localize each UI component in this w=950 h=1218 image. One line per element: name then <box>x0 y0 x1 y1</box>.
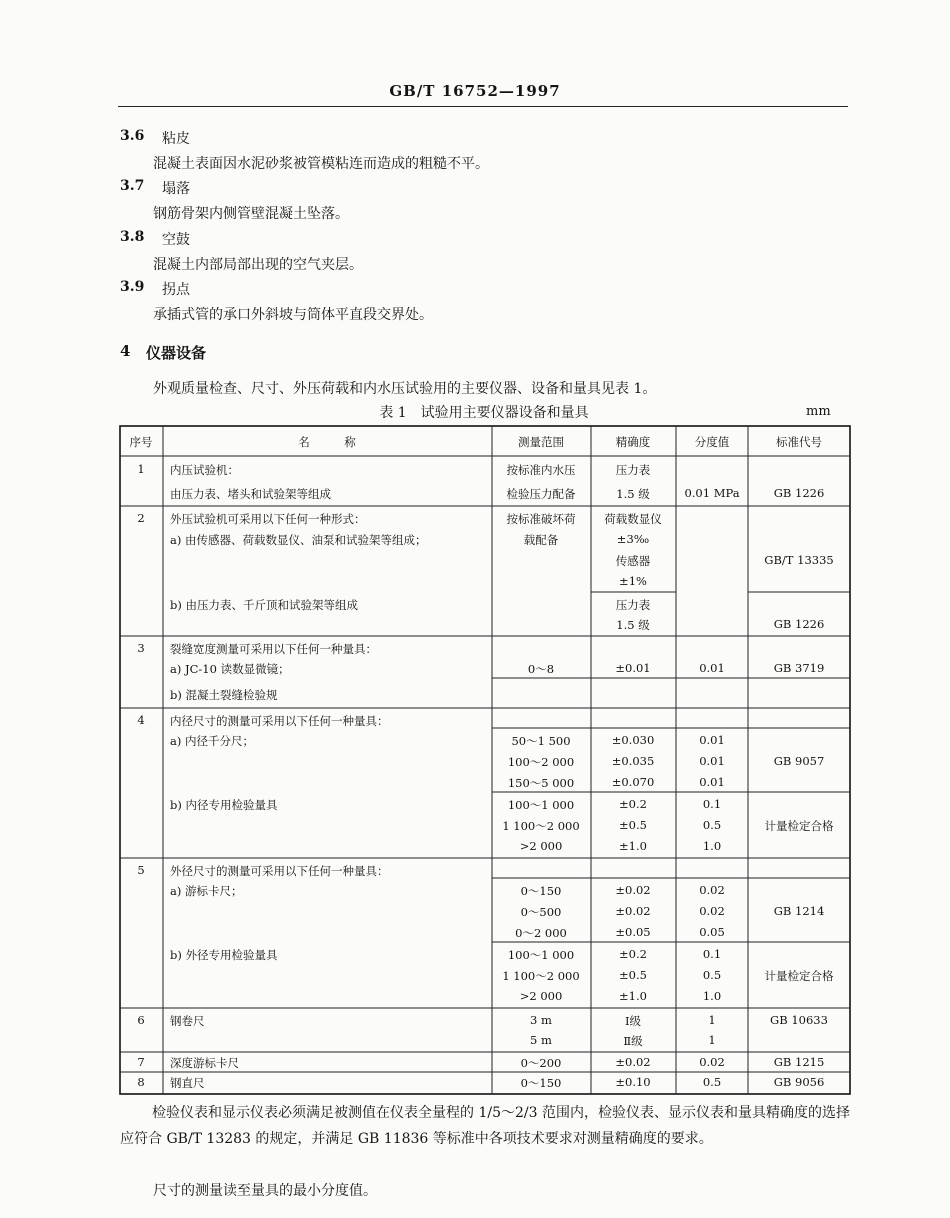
table-header: 精确度 <box>615 435 651 449</box>
precision-cell: 荷载数显仪 <box>604 512 662 526</box>
standard-code-cell: GB 9057 <box>773 754 825 768</box>
precision-cell: ±0.2 <box>619 797 647 811</box>
item-name: b) 外径专用检验量具 <box>170 948 278 962</box>
standard-header: GB/T 16752—1997 <box>389 82 561 100</box>
row-number: 5 <box>137 863 145 877</box>
division-cell: 0.1 <box>702 947 722 961</box>
table-header: 名 称 <box>298 435 356 449</box>
item-name: 钢直尺 <box>170 1076 205 1090</box>
item-name: 内压试验机： <box>170 463 239 477</box>
table-header: 分度值 <box>694 435 730 449</box>
range-cell: 0～200 <box>520 1056 562 1070</box>
standard-code-cell: GB 1226 <box>773 617 825 631</box>
precision-cell: ±0.02 <box>615 904 651 918</box>
range-cell: 50～1 500 <box>511 734 571 748</box>
standard-code-cell: GB 10633 <box>770 1013 828 1027</box>
footer-paragraph: 尺寸的测量读至量具的最小分度值。 <box>153 1183 377 1199</box>
precision-cell: 压力表 <box>615 598 651 612</box>
division-cell: 0.01 <box>699 661 725 675</box>
definition-text: 承插式管的承口外斜坡与筒体平直段交界处。 <box>153 307 433 323</box>
definition-term: 粘皮 <box>162 131 190 147</box>
row-number: 1 <box>137 462 145 476</box>
precision-cell: ±0.030 <box>611 733 655 747</box>
item-name: 内径尺寸的测量可采用以下任何一种量具： <box>170 714 389 728</box>
precision-cell: ±0.2 <box>619 947 647 961</box>
division-cell: 0.05 <box>699 925 725 939</box>
division-cell: 0.5 <box>702 1075 722 1089</box>
division-cell: 0.1 <box>702 797 722 811</box>
precision-cell: ±1% <box>619 574 647 588</box>
definition-term: 拐点 <box>162 282 190 298</box>
precision-cell: Ⅱ级 <box>623 1034 643 1048</box>
item-name: b) 内径专用检验量具 <box>170 798 278 812</box>
precision-cell: ±0.070 <box>611 775 655 789</box>
standard-code-cell: 计量检定合格 <box>764 969 834 983</box>
row-number: 3 <box>137 641 145 655</box>
item-name: 由压力表、堵头和试验架等组成 <box>170 487 331 501</box>
intro-paragraph: 外观质量检查、尺寸、外压荷载和内水压试验用的主要仪器、设备和量具见表 1。 <box>153 381 657 397</box>
item-name: b) 混凝土裂缝检验规 <box>170 688 278 702</box>
range-cell: 0～150 <box>520 884 562 898</box>
table-header: 标准代号 <box>776 435 822 449</box>
precision-cell: 压力表 <box>615 463 651 477</box>
table-header: 测量范围 <box>518 435 564 449</box>
division-cell: 0.02 <box>699 1055 725 1069</box>
standard-code-cell: GB 3719 <box>773 661 825 675</box>
standard-code-cell: GB/T 13335 <box>764 553 834 567</box>
range-cell: >2 000 <box>519 989 563 1003</box>
table-unit: mm <box>806 404 831 419</box>
range-cell: 0～2 000 <box>515 926 567 940</box>
definition-term: 塌落 <box>162 181 190 197</box>
table-header: 序号 <box>129 435 153 449</box>
range-cell: 0～500 <box>520 905 562 919</box>
item-name: a) 内径千分尺； <box>170 734 254 748</box>
division-cell: 0.01 <box>699 733 725 747</box>
item-name: 深度游标卡尺 <box>170 1056 239 1070</box>
range-cell: 检验压力配备 <box>506 487 576 501</box>
division-cell: 1.0 <box>702 989 722 1003</box>
division-cell: 0.5 <box>702 968 722 982</box>
item-name: b) 由压力表、千斤顶和试验架等组成 <box>170 598 359 612</box>
row-number: 6 <box>137 1013 145 1027</box>
precision-cell: ±0.10 <box>615 1075 651 1089</box>
row-number: 4 <box>137 713 145 727</box>
standard-code-cell: GB 1214 <box>773 904 825 918</box>
standard-code-cell: GB 9056 <box>773 1075 825 1089</box>
range-cell: 0～8 <box>527 662 555 676</box>
definition-number: 3.8 <box>120 229 145 245</box>
precision-cell: ±1.0 <box>619 839 647 853</box>
precision-cell: ±0.02 <box>615 1055 651 1069</box>
item-name: a) 游标卡尺； <box>170 884 243 898</box>
definition-number: 3.7 <box>120 178 145 194</box>
division-cell: 1.0 <box>702 839 722 853</box>
item-name: 钢卷尺 <box>170 1014 205 1028</box>
division-cell: 0.5 <box>702 818 722 832</box>
definition-term: 空鼓 <box>162 232 190 248</box>
division-cell: 1 <box>708 1013 716 1027</box>
precision-cell: ±1.0 <box>619 989 647 1003</box>
definition-number: 3.6 <box>120 128 145 144</box>
division-cell: 0.01 <box>699 775 725 789</box>
row-number: 7 <box>137 1055 145 1069</box>
item-name: a) JC-10 读数显微镜； <box>170 662 290 676</box>
division-cell: 0.01 <box>699 754 725 768</box>
definition-text: 混凝土表面因水泥砂浆被管模粘连而造成的粗糙不平。 <box>153 156 489 172</box>
range-cell: 1 100～2 000 <box>502 819 580 833</box>
definition-number: 3.9 <box>120 279 145 295</box>
range-cell: 1 100～2 000 <box>502 969 580 983</box>
division-cell: 1 <box>708 1033 716 1047</box>
definition-text: 钢筋骨架内侧管壁混凝土坠落。 <box>153 206 349 222</box>
division-cell: 0.02 <box>699 904 725 918</box>
precision-cell: Ⅰ级 <box>624 1014 642 1028</box>
precision-cell: ±0.5 <box>619 818 647 832</box>
precision-cell: ±0.5 <box>619 968 647 982</box>
range-cell: 按标准内水压 <box>506 463 576 477</box>
definition-text: 混凝土内部局部出现的空气夹层。 <box>153 257 363 273</box>
range-cell: 按标准破坏荷 <box>506 512 576 526</box>
item-name: a) 由传感器、荷载数显仪、油泵和试验架等组成； <box>170 533 427 547</box>
range-cell: 150～5 000 <box>507 776 575 790</box>
standard-code-cell: GB 1226 <box>773 486 825 500</box>
item-name: 外压试验机可采用以下任何一种形式： <box>170 512 366 526</box>
section-title: 仪器设备 <box>146 344 207 362</box>
table-caption: 表 1 试验用主要仪器设备和量具 <box>379 405 589 421</box>
row-number: 8 <box>137 1075 145 1089</box>
precision-cell: 1.5 级 <box>616 618 650 632</box>
precision-cell: ±0.035 <box>611 754 655 768</box>
row-number: 2 <box>137 511 145 525</box>
precision-cell: 1.5 级 <box>616 487 650 501</box>
standard-code-cell: 计量检定合格 <box>764 819 834 833</box>
precision-cell: ±0.05 <box>615 925 651 939</box>
precision-cell: ±0.02 <box>615 883 651 897</box>
range-cell: 0～150 <box>520 1076 562 1090</box>
item-name: 裂缝宽度测量可采用以下任何一种量具： <box>170 642 377 656</box>
item-name: 外径尺寸的测量可采用以下任何一种量具： <box>170 864 389 878</box>
precision-cell: 传感器 <box>615 554 651 568</box>
range-cell: 5 m <box>530 1033 552 1047</box>
precision-cell: ±3‰ <box>616 532 650 546</box>
range-cell: 100～1 000 <box>507 798 575 812</box>
division-cell: 0.02 <box>699 883 725 897</box>
range-cell: 100～2 000 <box>507 755 575 769</box>
range-cell: 3 m <box>530 1013 552 1027</box>
range-cell: 100～1 000 <box>507 948 575 962</box>
division-cell: 0.01 MPa <box>684 486 740 500</box>
standard-code-cell: GB 1215 <box>773 1055 825 1069</box>
footer-paragraph: 检验仪表和显示仪表必须满足被测值在仪表全量程的 1/5～2/3 范围内，检验仪表、显示仪表和量具精确度的选择应符合 GB/T 13283 的规定，并满足 GB 11836 等标准中各项技术要求对测量精确度的要求。 <box>120 1105 850 1147</box>
section-number: 4 <box>120 342 131 360</box>
range-cell: 载配备 <box>523 533 559 547</box>
range-cell: >2 000 <box>519 839 563 853</box>
precision-cell: ±0.01 <box>615 661 651 675</box>
